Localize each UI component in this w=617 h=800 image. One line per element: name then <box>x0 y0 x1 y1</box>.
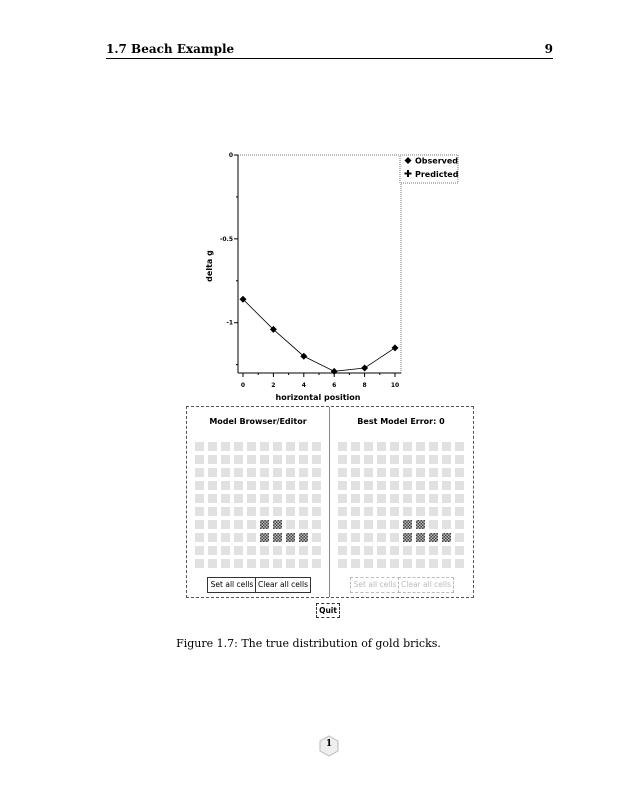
model-editor-title: Model Browser/Editor <box>209 417 307 426</box>
grid-cell <box>455 546 464 555</box>
model-editor-grid[interactable] <box>195 442 323 572</box>
grid-cell <box>338 546 347 555</box>
grid-cell[interactable] <box>195 546 204 555</box>
grid-cell[interactable] <box>247 546 256 555</box>
grid-cell <box>390 546 399 555</box>
grid-cell <box>429 481 438 490</box>
grid-cell <box>429 494 438 503</box>
grid-cell[interactable] <box>299 468 308 477</box>
grid-cell[interactable] <box>260 494 269 503</box>
grid-cell <box>364 442 373 451</box>
grid-cell <box>390 507 399 516</box>
grid-cell <box>351 520 360 529</box>
grid-cell[interactable] <box>234 507 243 516</box>
grid-cell <box>377 507 386 516</box>
grid-cell <box>351 468 360 477</box>
grid-cell <box>351 507 360 516</box>
grid-cell[interactable] <box>221 507 230 516</box>
grid-cell <box>351 546 360 555</box>
grid-cell[interactable] <box>299 455 308 464</box>
grid-cell-filled[interactable] <box>260 520 269 529</box>
grid-cell[interactable] <box>286 559 295 568</box>
grid-cell <box>390 533 399 542</box>
y-tick-label: -0.5 <box>219 235 233 243</box>
grid-cell[interactable] <box>195 559 204 568</box>
y-tick-label: -1 <box>226 319 233 327</box>
grid-cell <box>403 455 412 464</box>
y-axis-label: delta g <box>205 250 214 282</box>
x-tick-label: 8 <box>362 382 367 389</box>
grid-cell <box>377 442 386 451</box>
grid-cell <box>364 494 373 503</box>
observed-line <box>243 299 395 371</box>
grid-cell[interactable] <box>221 494 230 503</box>
grid-cell[interactable] <box>208 481 217 490</box>
grid-cell[interactable] <box>221 533 230 542</box>
grid-cell[interactable] <box>312 494 321 503</box>
grid-cell[interactable] <box>286 455 295 464</box>
grid-cell[interactable] <box>221 468 230 477</box>
grid-cell <box>416 481 425 490</box>
grid-cell <box>429 520 438 529</box>
grid-cell[interactable] <box>195 481 204 490</box>
grid-cell <box>416 494 425 503</box>
grid-cell <box>442 546 451 555</box>
grid-cell <box>455 507 464 516</box>
observed-point <box>392 344 399 351</box>
grid-cell[interactable] <box>299 494 308 503</box>
grid-cell <box>455 559 464 568</box>
grid-cell <box>377 546 386 555</box>
best-model-title: Best Model Error: 0 <box>357 417 445 426</box>
grid-cell <box>364 468 373 477</box>
grid-cell <box>364 520 373 529</box>
grid-cell <box>351 494 360 503</box>
page-badge <box>318 735 340 757</box>
grid-cell <box>442 520 451 529</box>
grid-cell <box>377 494 386 503</box>
grid-cell[interactable] <box>260 559 269 568</box>
grid-cell[interactable] <box>195 455 204 464</box>
grid-cell[interactable] <box>234 442 243 451</box>
x-axis-label: horizontal position <box>275 393 361 402</box>
grid-cell[interactable] <box>299 520 308 529</box>
grid-cell[interactable] <box>195 468 204 477</box>
best-model-grid <box>338 442 466 572</box>
grid-cell <box>377 455 386 464</box>
grid-cell[interactable] <box>247 520 256 529</box>
grid-cell[interactable] <box>273 494 282 503</box>
grid-cell[interactable] <box>312 546 321 555</box>
grid-cell[interactable] <box>273 507 282 516</box>
model-browser-panel <box>186 406 474 598</box>
grid-cell[interactable] <box>208 546 217 555</box>
grid-cell <box>377 559 386 568</box>
grid-cell[interactable] <box>312 507 321 516</box>
grid-cell <box>455 442 464 451</box>
grid-cell[interactable] <box>234 546 243 555</box>
grid-cell <box>351 481 360 490</box>
grid-cell[interactable] <box>234 559 243 568</box>
page-number: 9 <box>544 42 553 56</box>
grid-cell[interactable] <box>273 442 282 451</box>
grid-cell <box>338 533 347 542</box>
grid-cell[interactable] <box>312 442 321 451</box>
grid-cell <box>442 442 451 451</box>
grid-cell <box>442 494 451 503</box>
grid-cell[interactable] <box>299 507 308 516</box>
grid-cell <box>338 494 347 503</box>
grid-cell <box>390 442 399 451</box>
grid-cell-filled <box>416 533 425 542</box>
grid-cell <box>351 559 360 568</box>
grid-cell[interactable] <box>234 520 243 529</box>
grid-cell[interactable] <box>260 455 269 464</box>
x-tick-label: 10 <box>390 382 400 389</box>
grid-cell[interactable] <box>273 546 282 555</box>
grid-cell[interactable] <box>234 494 243 503</box>
grid-cell[interactable] <box>312 520 321 529</box>
grid-cell[interactable] <box>312 533 321 542</box>
grid-cell <box>455 520 464 529</box>
grid-cell[interactable] <box>195 533 204 542</box>
grid-cell[interactable] <box>221 520 230 529</box>
grid-cell[interactable] <box>273 468 282 477</box>
grid-cell[interactable] <box>299 481 308 490</box>
set-all-cells-button-disabled: Set all cells <box>350 577 400 593</box>
grid-cell[interactable] <box>221 559 230 568</box>
grid-cell[interactable] <box>260 507 269 516</box>
observed-point <box>331 368 338 375</box>
grid-cell-filled <box>442 533 451 542</box>
grid-cell <box>390 559 399 568</box>
grid-cell[interactable] <box>247 559 256 568</box>
clear-all-cells-button[interactable]: Clear all cells <box>255 577 311 593</box>
grid-cell <box>416 455 425 464</box>
grid-cell[interactable] <box>208 455 217 464</box>
grid-cell[interactable] <box>247 507 256 516</box>
grid-cell[interactable] <box>312 455 321 464</box>
grid-cell[interactable] <box>312 559 321 568</box>
grid-cell <box>364 507 373 516</box>
grid-cell[interactable] <box>286 481 295 490</box>
grid-cell <box>416 468 425 477</box>
grid-cell-filled <box>416 520 425 529</box>
grid-cell[interactable] <box>247 455 256 464</box>
grid-cell[interactable] <box>260 546 269 555</box>
x-tick-label: 2 <box>271 382 276 389</box>
grid-cell <box>442 468 451 477</box>
grid-cell[interactable] <box>299 559 308 568</box>
y-tick-label: 0 <box>228 152 233 159</box>
grid-cell[interactable] <box>221 546 230 555</box>
grid-cell <box>442 455 451 464</box>
grid-cell[interactable] <box>247 442 256 451</box>
grid-cell[interactable] <box>208 468 217 477</box>
legend <box>400 155 459 183</box>
grid-cell-filled[interactable] <box>273 533 282 542</box>
grid-cell <box>338 559 347 568</box>
grid-cell <box>455 481 464 490</box>
figure-caption: Figure 1.7: The true distribution of gold bricks. <box>176 637 441 650</box>
grid-cell <box>390 468 399 477</box>
grid-cell <box>403 481 412 490</box>
grid-cell <box>351 442 360 451</box>
grid-cell <box>455 468 464 477</box>
grid-cell[interactable] <box>208 507 217 516</box>
grid-cell <box>455 455 464 464</box>
grid-cell[interactable] <box>247 494 256 503</box>
grid-cell <box>390 494 399 503</box>
grid-cell[interactable] <box>286 468 295 477</box>
grid-cell[interactable] <box>208 442 217 451</box>
grid-cell[interactable] <box>234 481 243 490</box>
grid-cell[interactable] <box>234 455 243 464</box>
grid-cell-filled[interactable] <box>299 533 308 542</box>
grid-cell[interactable] <box>221 442 230 451</box>
grid-cell <box>416 442 425 451</box>
grid-cell <box>377 533 386 542</box>
grid-cell <box>403 546 412 555</box>
grid-cell <box>403 468 412 477</box>
section-title: 1.7 Beach Example <box>106 42 235 56</box>
grid-cell <box>338 442 347 451</box>
observed-point <box>361 364 368 371</box>
grid-cell <box>403 507 412 516</box>
grid-cell <box>429 507 438 516</box>
grid-cell-filled <box>403 520 412 529</box>
quit-button[interactable]: Quit <box>316 603 340 618</box>
x-tick-label: 6 <box>332 382 337 389</box>
grid-cell <box>390 481 399 490</box>
model-editor-pane <box>187 407 330 597</box>
grid-cell[interactable] <box>273 455 282 464</box>
grid-cell <box>416 546 425 555</box>
grid-cell <box>364 546 373 555</box>
grid-cell <box>455 494 464 503</box>
grid-cell-filled <box>429 533 438 542</box>
grid-cell <box>338 520 347 529</box>
grid-cell <box>403 494 412 503</box>
grid-cell <box>364 481 373 490</box>
grid-cell <box>338 507 347 516</box>
grid-cell <box>351 533 360 542</box>
grid-cell[interactable] <box>195 442 204 451</box>
grid-cell <box>429 546 438 555</box>
grid-cell <box>377 468 386 477</box>
grid-cell-filled[interactable] <box>286 533 295 542</box>
x-tick-label: 4 <box>301 382 306 389</box>
grid-cell[interactable] <box>299 442 308 451</box>
grid-cell <box>377 520 386 529</box>
grid-cell[interactable] <box>247 533 256 542</box>
grid-cell[interactable] <box>312 468 321 477</box>
grid-cell <box>338 481 347 490</box>
grid-cell <box>390 455 399 464</box>
grid-cell[interactable] <box>208 533 217 542</box>
grid-cell[interactable] <box>208 494 217 503</box>
grid-cell <box>403 559 412 568</box>
grid-cell[interactable] <box>247 468 256 477</box>
grid-cell <box>429 442 438 451</box>
grid-cell[interactable] <box>273 481 282 490</box>
grid-cell <box>338 455 347 464</box>
grid-cell[interactable] <box>195 520 204 529</box>
best-model-pane <box>330 407 472 597</box>
plot-area-border <box>238 155 401 373</box>
grid-cell[interactable] <box>273 559 282 568</box>
grid-cell <box>416 559 425 568</box>
grid-cell <box>364 533 373 542</box>
grid-cell <box>442 481 451 490</box>
grid-cell <box>338 468 347 477</box>
grid-cell[interactable] <box>260 468 269 477</box>
x-tick-label: 0 <box>240 382 246 389</box>
set-all-cells-button[interactable]: Set all cells <box>207 577 257 593</box>
page-badge-number: 1 <box>325 739 333 749</box>
grid-cell[interactable] <box>234 468 243 477</box>
grid-cell <box>377 481 386 490</box>
grid-cell[interactable] <box>286 546 295 555</box>
grid-cell <box>442 507 451 516</box>
grid-cell <box>455 533 464 542</box>
legend-observed-label: Observed <box>415 156 459 166</box>
grid-cell-filled[interactable] <box>260 533 269 542</box>
grid-cell <box>442 559 451 568</box>
grid-cell[interactable] <box>312 481 321 490</box>
grid-cell[interactable] <box>260 481 269 490</box>
grid-cell[interactable] <box>234 533 243 542</box>
grid-cell[interactable] <box>286 520 295 529</box>
grid-cell[interactable] <box>195 494 204 503</box>
grid-cell[interactable] <box>286 507 295 516</box>
grid-cell <box>351 455 360 464</box>
grid-cell <box>416 507 425 516</box>
grid-cell <box>403 442 412 451</box>
grid-cell <box>429 455 438 464</box>
clear-all-cells-button-disabled: Clear all cells <box>398 577 454 593</box>
grid-cell[interactable] <box>208 520 217 529</box>
grid-cell <box>390 520 399 529</box>
grid-cell <box>364 455 373 464</box>
grid-cell[interactable] <box>286 494 295 503</box>
grid-cell[interactable] <box>260 442 269 451</box>
grid-cell <box>364 559 373 568</box>
grid-cell[interactable] <box>195 507 204 516</box>
grid-cell-filled[interactable] <box>273 520 282 529</box>
legend-predicted-label: Predicted <box>415 170 459 179</box>
grid-cell[interactable] <box>299 546 308 555</box>
grid-cell <box>429 468 438 477</box>
grid-cell[interactable] <box>221 481 230 490</box>
grid-cell[interactable] <box>208 559 217 568</box>
grid-cell[interactable] <box>286 442 295 451</box>
grid-cell <box>429 559 438 568</box>
grid-cell[interactable] <box>247 481 256 490</box>
grid-cell-filled <box>403 533 412 542</box>
grid-cell[interactable] <box>221 455 230 464</box>
